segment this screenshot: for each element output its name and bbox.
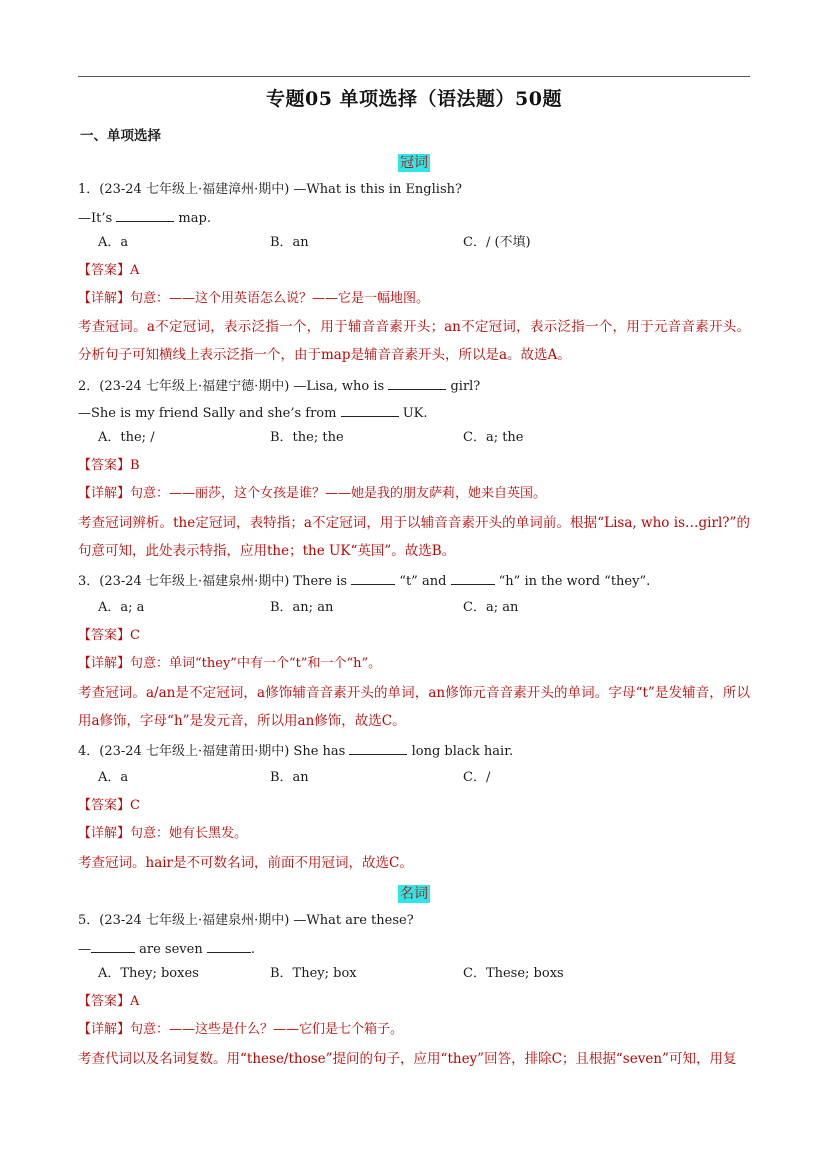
question-2-stem: 2．(23-24 七年级上·福建宁德·期中) —Lisa, who is girl? bbox=[78, 376, 480, 396]
question-3-option-b: B．an; an bbox=[270, 600, 334, 615]
question-1-stem-line2: —It’s map. bbox=[78, 208, 211, 228]
answer-blank bbox=[207, 939, 251, 953]
question-2-detail: 【详解】句意：——丽莎，这个女孩是谁？——她是我的朋友萨莉，她来自英国。 bbox=[78, 486, 547, 501]
question-4-detail: 【详解】句意：她有长黑发。 bbox=[78, 826, 248, 841]
question-4-answer: 【答案】C bbox=[78, 798, 140, 813]
category-tag-article bbox=[78, 152, 750, 172]
header-rule bbox=[78, 76, 750, 77]
question-3-option-c: C．a; an bbox=[463, 600, 519, 615]
question-4-explanation: 考查冠词。hair是不可数名词，前面不用冠词，故选C。 bbox=[78, 855, 413, 871]
question-3-explanation: 考查冠词。a/an是不定冠词，a修饰辅音音素开头的单词，an修饰元音音素开头的单词。字母“t”是发辅音，所以用a修饰，字母“h”是发元音，所以用an修饰，故选C。 bbox=[78, 685, 750, 729]
answer-blank bbox=[388, 376, 446, 390]
question-1-detail: 【详解】句意：——这个用英语怎么说？——它是一幅地图。 bbox=[78, 291, 430, 306]
section-heading: 一、单项选择 bbox=[80, 128, 161, 144]
answer-blank bbox=[91, 939, 135, 953]
category-tag-noun bbox=[78, 883, 750, 903]
question-5-answer: 【答案】A bbox=[78, 994, 140, 1009]
question-5-stem-line2: — are seven . bbox=[78, 939, 255, 959]
answer-blank bbox=[451, 571, 495, 585]
category-tag-label: 名词 bbox=[400, 886, 428, 902]
question-4-option-c: C．/ bbox=[463, 770, 491, 785]
question-2-answer: 【答案】B bbox=[78, 458, 140, 473]
question-2-option-c: C．a; the bbox=[463, 430, 524, 445]
question-5-detail: 【详解】句意：——这些是什么？——它们是七个箱子。 bbox=[78, 1022, 404, 1037]
question-1-option-b: B．an bbox=[270, 235, 309, 250]
question-1-explanation: 考查冠词。a不定冠词，表示泛指一个，用于辅音音素开头；an不定冠词，表示泛指一个，用于元音音素开头。分析句子可知横线上表示泛指一个，由于map是辅音音素开头，所以是a。故选A。 bbox=[78, 319, 750, 363]
question-1-stem: 1．(23-24 七年级上·福建漳州·期中) —What is this in English? bbox=[78, 182, 462, 197]
category-tag-label: 冠词 bbox=[400, 155, 428, 171]
question-4-option-a: A．a bbox=[98, 770, 129, 785]
question-1-option-a: A．a bbox=[98, 235, 129, 250]
question-4-option-b: B．an bbox=[270, 770, 309, 785]
question-5-explanation: 考查代词以及名词复数。用“these/those”提问的句子，应用“they”回答，排除C；且根据“seven”可知，用复 bbox=[78, 1051, 737, 1067]
question-4-stem: 4．(23-24 七年级上·福建莆田·期中) She has long black hair. bbox=[78, 741, 513, 761]
question-5-option-b: B．They; box bbox=[270, 966, 357, 981]
answer-blank bbox=[116, 208, 174, 222]
question-3-answer: 【答案】C bbox=[78, 628, 140, 643]
question-3-stem: 3．(23-24 七年级上·福建泉州·期中) There is “t” and “h” in the word “they”. bbox=[78, 571, 650, 591]
question-3-detail: 【详解】句意：单词“they”中有一个“t”和一个“h”。 bbox=[78, 656, 382, 671]
question-2-option-b: B．the; the bbox=[270, 430, 344, 445]
question-3-option-a: A．a; a bbox=[98, 600, 145, 615]
answer-blank bbox=[341, 403, 399, 417]
answer-blank bbox=[351, 571, 395, 585]
question-1-answer: 【答案】A bbox=[78, 263, 140, 278]
question-1-option-c: C．/ (不填) bbox=[463, 235, 531, 250]
question-2-stem-line2: —She is my friend Sally and she’s from UK. bbox=[78, 403, 428, 423]
question-5-option-a: A．They; boxes bbox=[98, 966, 199, 981]
page-title: 专题05 单项选择（语法题）50题 bbox=[266, 88, 562, 110]
question-5-stem: 5．(23-24 七年级上·福建泉州·期中) —What are these? bbox=[78, 913, 414, 928]
question-5-option-c: C．These; boxs bbox=[463, 966, 564, 981]
question-2-explanation: 考查冠词辨析。the定冠词，表特指；a不定冠词，用于以辅音音素开头的单词前。根据“Lisa, who is…girl?”的句意可知，此处表示特指，应用the；the UK“英国”。故选B。 bbox=[78, 515, 750, 559]
answer-blank bbox=[349, 741, 407, 755]
question-2-option-a: A．the; / bbox=[98, 430, 155, 445]
